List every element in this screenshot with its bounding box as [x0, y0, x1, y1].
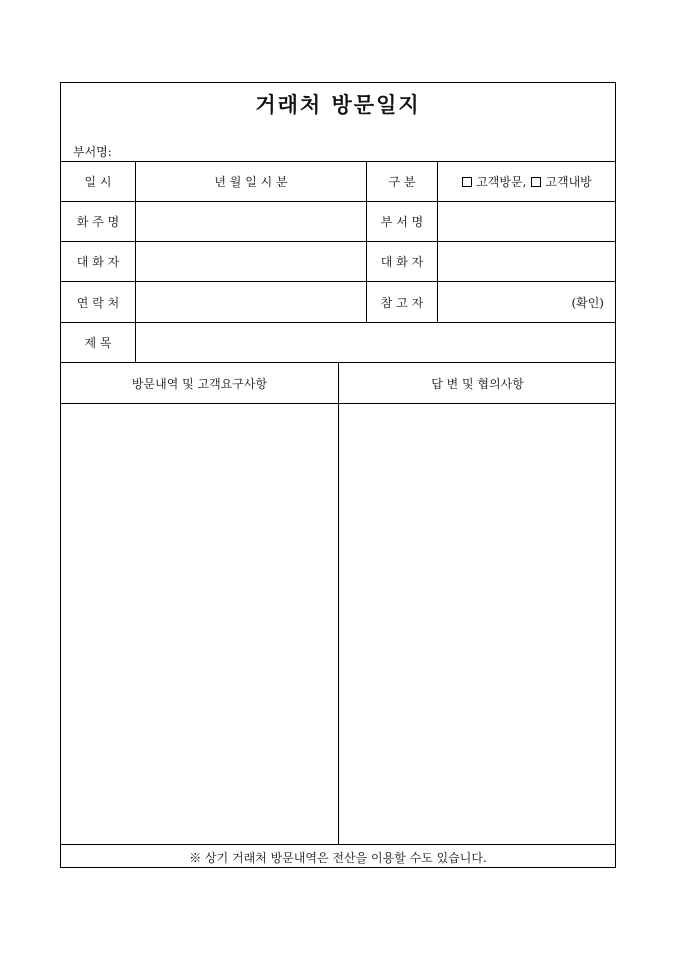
visit-details-header: 방문내역 및 고객요구사항 — [131, 376, 268, 391]
visit-log-form — [60, 82, 616, 868]
customer-visit-checkbox[interactable] — [462, 177, 472, 187]
phone-label: 연 락 처 — [76, 295, 120, 310]
form-title: 거래처 방문일지 — [255, 92, 421, 117]
customer-inbound-checkbox[interactable] — [531, 177, 541, 187]
footer-note: ※ 상기 거래처 방문내역은 전산을 이용할 수도 있습니다. — [189, 850, 487, 865]
reference-label: 참 고 자 — [380, 295, 424, 310]
visit-details-area[interactable] — [61, 404, 338, 844]
divider — [61, 844, 615, 845]
department-name-label: 부서명: — [73, 145, 112, 159]
customer-inbound-option: 고객내방 — [545, 175, 592, 189]
category-label: 구 분 — [388, 175, 416, 189]
response-header: 답 변 및 협의사항 — [431, 376, 524, 391]
dept-name-label: 부 서 명 — [380, 215, 424, 229]
dept-name-field[interactable] — [438, 202, 616, 241]
category-options — [438, 162, 616, 201]
contact-person-field[interactable] — [136, 242, 366, 281]
contact-person-label: 대 화 자 — [76, 255, 120, 269]
customer-visit-option: 고객방문, — [476, 175, 527, 189]
contact-person-label-2: 대 화 자 — [380, 255, 424, 269]
contact-person-field-2[interactable] — [438, 242, 616, 281]
subject-label: 제 목 — [84, 336, 112, 350]
datetime-label: 일 시 — [84, 175, 112, 189]
shipper-field[interactable] — [136, 202, 366, 241]
shipper-label: 화 주 명 — [76, 215, 120, 229]
phone-field[interactable] — [136, 282, 366, 322]
confirm-text: (확인) — [571, 295, 604, 310]
response-area[interactable] — [339, 404, 616, 844]
datetime-field[interactable]: 년 월 일 시 분 — [214, 175, 288, 189]
subject-field[interactable] — [136, 323, 616, 362]
